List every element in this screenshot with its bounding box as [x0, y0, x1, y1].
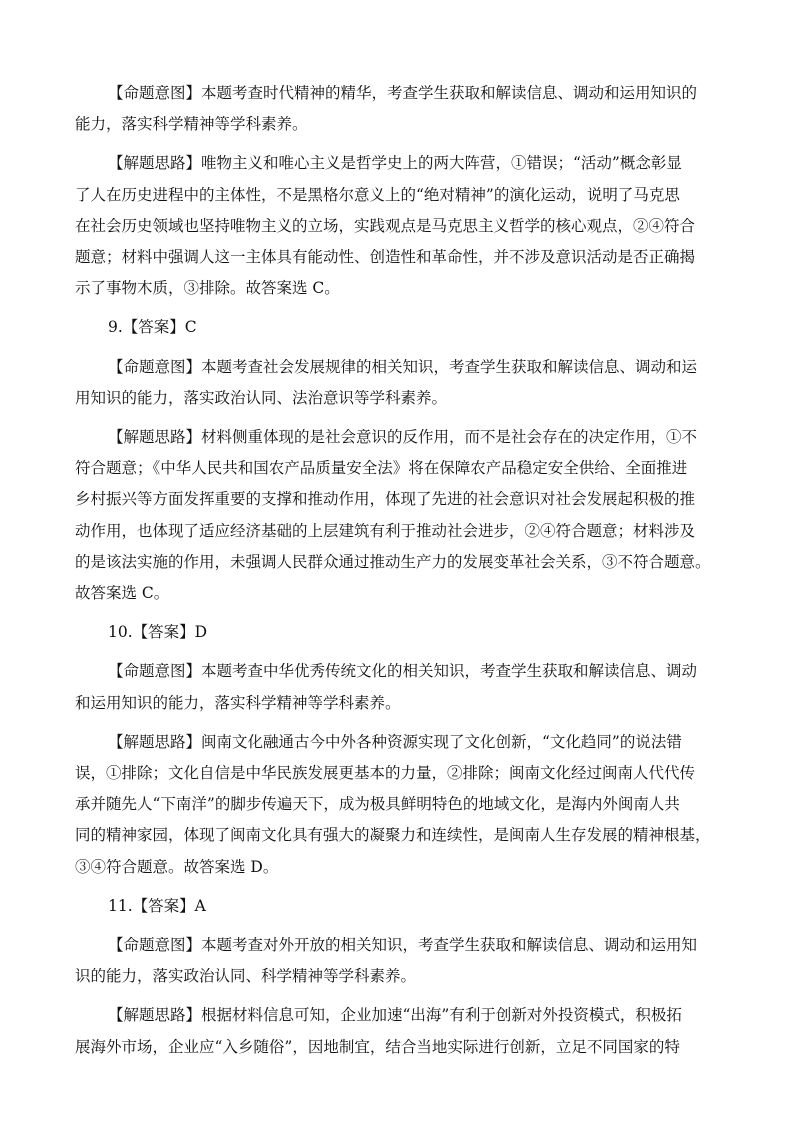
text-line: 【解题思路】唯物主义和唯心主义是哲学史上的两大阵营，①错误；“活动”概念彰显 — [108, 154, 682, 173]
answer-heading — [75, 617, 720, 648]
text-line: 11.【答案】A — [108, 896, 206, 915]
text-line: 【解题思路】材料侧重体现的是社会意识的反作用，而不是社会存在的决定作用，①不 — [108, 428, 698, 447]
text-line: 展海外市场，企业应“入乡随俗”，因地制宜，结合当地实际进行创新，立足不同国家的特 — [75, 1037, 680, 1056]
text-line: 【命题意图】本题考查时代精神的精华，考查学生获取和解读信息、调动和运用知识的 — [108, 84, 698, 102]
text-line: 识的能力，落实政治认同、科学精神等学科素养。 — [75, 967, 417, 986]
text-line: 的是该法实施的作用，未强调人民群众通过推动生产力的发展变革社会关系，③不符合题意。 — [75, 552, 711, 571]
text-line: 和运用知识的能力，落实科学精神等学科素养。 — [75, 693, 401, 712]
intent-paragraph — [75, 352, 720, 414]
analysis-paragraph — [75, 148, 720, 304]
text-line: 【解题思路】闽南文化融通古今中外各种资源实现了文化创新，“文化趋同”的说法错 — [108, 732, 682, 751]
intent-paragraph — [75, 656, 720, 718]
text-line: 题意；材料中强调人这一主体具有能动性、创造性和革命性，并不涉及意识活动是否正确揭 — [75, 248, 696, 267]
text-line: 了人在历史进程中的主体性，不是黑格尔意义上的“绝对精神”的演化运动，说明了马克思 — [75, 185, 680, 204]
text-line: 动作用，也体现了适应经济基础的上层建筑有利于推动社会进步，②④符合题意；材料涉及 — [75, 521, 696, 540]
text-line: 【命题意图】本题考查社会发展规律的相关知识，考查学生获取和解读信息、调动和运 — [108, 357, 698, 376]
text-line: 故答案选 C。 — [75, 584, 170, 603]
text-line: 【命题意图】本题考查中华优秀传统文化的相关知识，考查学生获取和解读信息、调动 — [108, 662, 698, 681]
text-line: 用知识的能力，落实政治认同、法治意识等学科素养。 — [75, 388, 448, 407]
text-line: 乡村振兴等方面发挥重要的支撑和推动作用，体现了先进的社会意识对社会发展起积极的推 — [75, 490, 696, 509]
text-line: 误，①排除；文化自信是中华民族发展更基本的力量，②排除；闽南文化经过闽南人代代传 — [75, 764, 696, 783]
answer-heading — [75, 312, 720, 343]
analysis-paragraph — [75, 727, 720, 883]
text-line: 【解题思路】根据材料信息可知，企业加速“出海”有利于创新对外投资模式，积极拓 — [108, 1006, 682, 1025]
text-line: 示了事物木质，③排除。故答案选 C。 — [75, 279, 340, 298]
text-line: 10.【答案】D — [108, 623, 208, 642]
answer-heading — [75, 891, 720, 922]
text-line: 符合题意；《中华人民共和国农产品质量安全法》将在保障农产品稳定安全供给、全面推进 — [75, 459, 688, 478]
intent-paragraph — [75, 930, 720, 992]
text-line: 能力，落实科学精神等学科素养。 — [75, 115, 308, 134]
document-page — [75, 78, 720, 1071]
analysis-paragraph — [75, 422, 720, 609]
text-line: 同的精神家园，体现了闽南文化具有强大的凝聚力和连续性，是闽南人生存发展的精神根基， — [75, 826, 711, 845]
analysis-paragraph — [75, 1000, 720, 1062]
text-line: 承并随先人“下南洋”的脚步传遍天下，成为极具鲜明特色的地域文化，是海内外闽南人共 — [75, 795, 680, 814]
text-line: 【命题意图】本题考查对外开放的相关知识，考查学生获取和解读信息、调动和运用知 — [108, 936, 698, 955]
text-line: ③④符合题意。故答案选 D。 — [75, 857, 279, 876]
text-line: 在社会历史领域也坚持唯物主义的立场，实践观点是马克思主义哲学的核心观点，②④符合 — [75, 216, 696, 235]
text-line: 9.【答案】C — [108, 318, 197, 337]
intent-paragraph — [75, 78, 720, 140]
